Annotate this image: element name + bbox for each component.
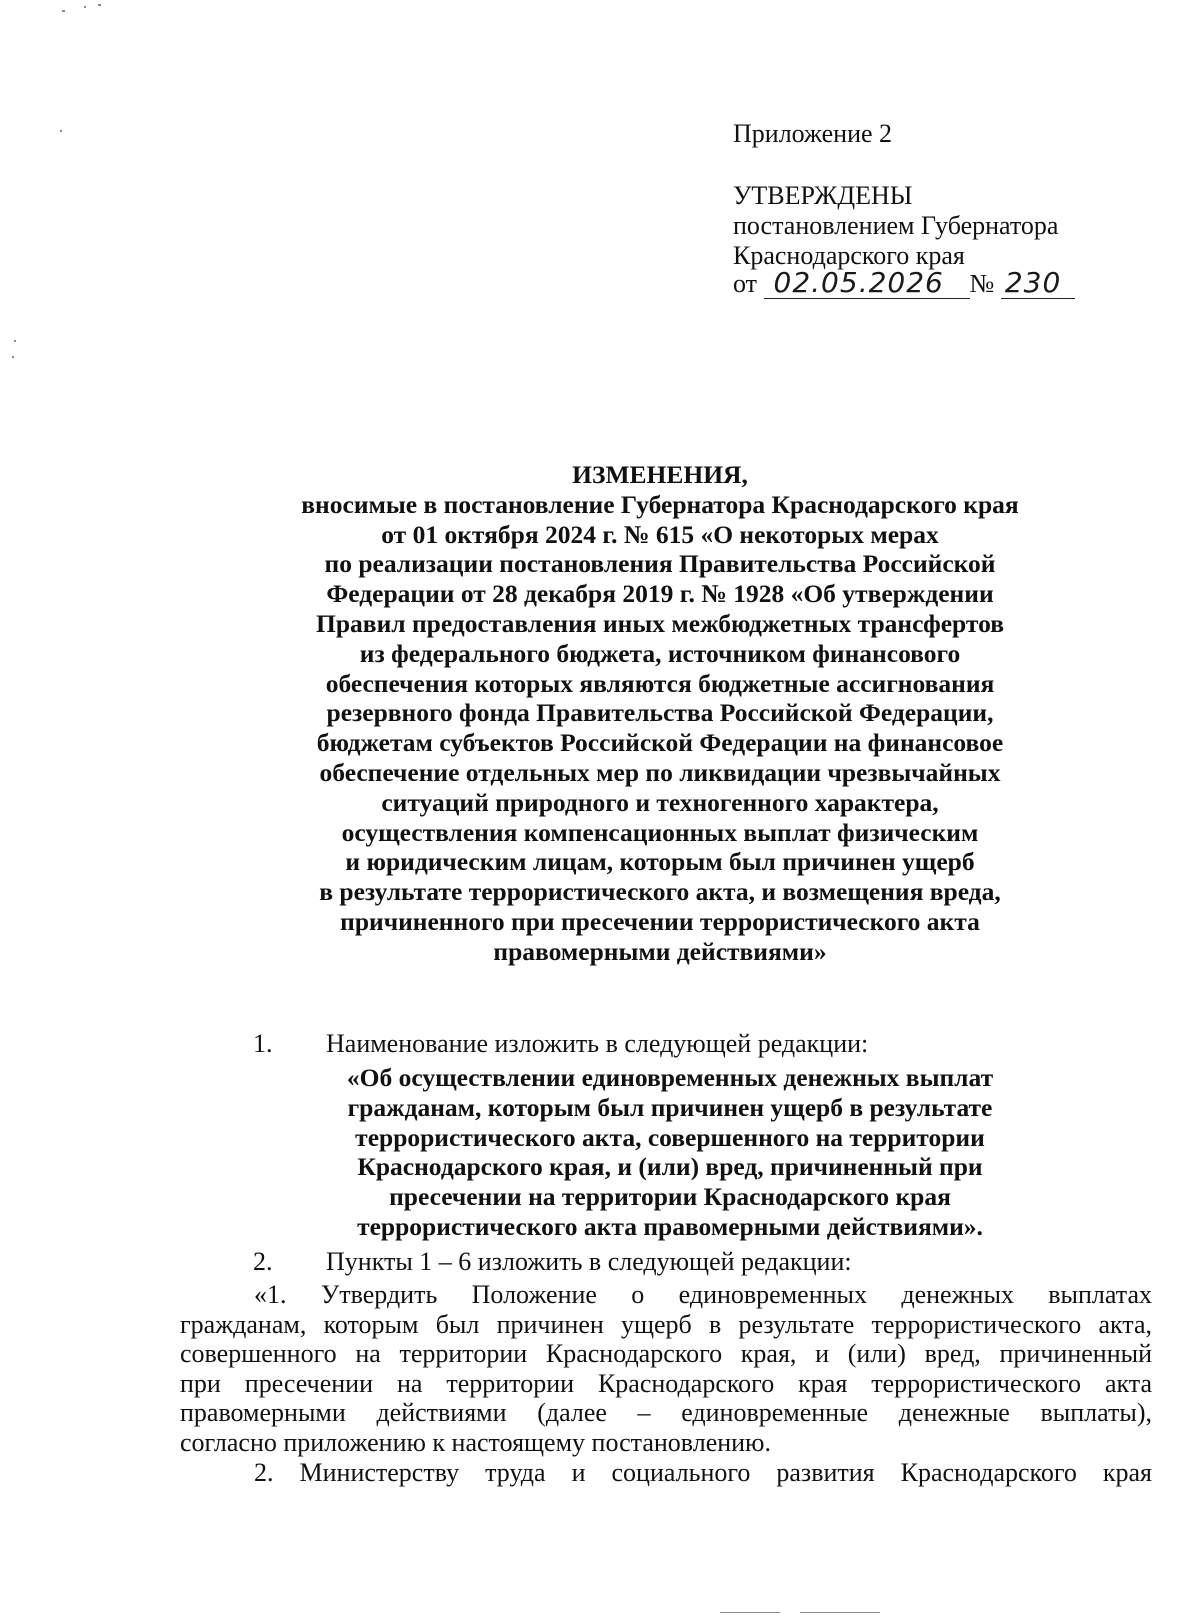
scan-speck	[800, 1612, 880, 1613]
document-title	[230, 460, 1090, 967]
title-line: правомерными действиями»	[493, 936, 827, 966]
title-line: и юридическим лицам, которым был причинен ущерб	[345, 847, 975, 877]
paragraph-line: при пресечении на территории Краснодарского края террористического акта	[180, 1368, 1152, 1398]
quote-line: террористического акта, совершенного на территории	[355, 1122, 985, 1152]
item-text: Наименование изложить в следующей редакции:	[326, 1029, 869, 1058]
scan-speck	[12, 356, 14, 358]
title-line: из федерального бюджета, источником финансового	[359, 638, 961, 668]
paragraph-2	[180, 1458, 1152, 1488]
scan-speck	[14, 340, 16, 342]
handwritten-number: 230	[1001, 268, 1075, 299]
approved-label: УТВЕРЖДЕНЫ	[733, 181, 913, 210]
title-line: резервного фонда Правительства Российской Федерации,	[326, 698, 994, 728]
quote-line: Краснодарского края, и (или) вред, причиненный при	[357, 1152, 983, 1182]
paragraph-line: «1. Утвердить Положение о единовременных денежных выплатах	[254, 1280, 1152, 1309]
item-text: Пункты 1 – 6 изложить в следующей редакции:	[326, 1247, 852, 1276]
title-line: Правил предоставления иных межбюджетных трансфертов	[316, 608, 1004, 638]
title-line: бюджетам субъектов Российской Федерации на финансовое	[316, 728, 1004, 758]
region-label: Краснодарского края	[733, 241, 965, 270]
title-line: обеспечение отдельных мер по ликвидации чрезвычайных	[319, 757, 1001, 787]
scan-speck	[720, 1612, 780, 1613]
paragraph-line: правомерными действиями (далее – единовременные денежные выплаты),	[180, 1398, 1152, 1427]
quote-line: гражданам, которым был причинен ущерб в результате	[347, 1092, 993, 1122]
title-line: осуществления компенсационных выплат физическим	[341, 817, 979, 847]
scan-speck	[60, 130, 62, 132]
quote-line: террористического акта правомерными действиями».	[357, 1211, 983, 1241]
date-prefix: от	[733, 269, 758, 298]
number-sign: №	[969, 269, 995, 298]
appendix-label: Приложение 2	[733, 119, 893, 148]
title-line: в результате террористического акта, и возмещения вреда,	[319, 877, 1001, 907]
title-line: по реализации постановления Правительства Российской	[324, 549, 996, 579]
item-number: 2.	[253, 1247, 273, 1276]
title-line: от 01 октября 2024 г. № 615 «О некоторых мерах	[381, 519, 939, 549]
title-line: причиненного при пресечении террористического акта	[340, 906, 980, 936]
date-line	[733, 268, 1075, 300]
title-line: обеспечения которых являются бюджетные ассигнования	[325, 668, 995, 698]
quote-line: «Об осуществлении единовременных денежных выплат	[346, 1063, 994, 1092]
paragraph-1	[180, 1280, 1152, 1457]
scan-speck	[98, 4, 101, 6]
paragraph-line: 2. Министерству труда и социального развития Краснодарского края	[254, 1458, 1152, 1487]
scan-speck	[62, 10, 65, 12]
quote-line: пресечении на территории Краснодарского края	[389, 1182, 951, 1212]
handwritten-date: 02.05.2026	[764, 268, 970, 299]
paragraph-line: согласно приложению к настоящему постановлению.	[180, 1427, 771, 1457]
title-line: Федерации от 28 декабря 2019 г. № 1928 «Об утверждении	[326, 579, 994, 609]
paragraph-line: гражданам, которым был причинен ущерб в результате террористического акта,	[180, 1309, 1152, 1339]
resolution-label: постановлением Губернатора	[733, 211, 1059, 240]
new-name-quote	[270, 1063, 1070, 1242]
scan-speck	[84, 6, 86, 8]
title-heading: ИЗМЕНЕНИЯ,	[572, 460, 748, 489]
title-line: вносимые в постановление Губернатора Краснодарского края	[301, 489, 1019, 519]
title-line: ситуаций природного и техногенного характера,	[381, 787, 939, 817]
item-number: 1.	[253, 1029, 273, 1058]
paragraph-line: совершенного на территории Краснодарского края, и (или) вред, причиненный	[180, 1339, 1152, 1368]
